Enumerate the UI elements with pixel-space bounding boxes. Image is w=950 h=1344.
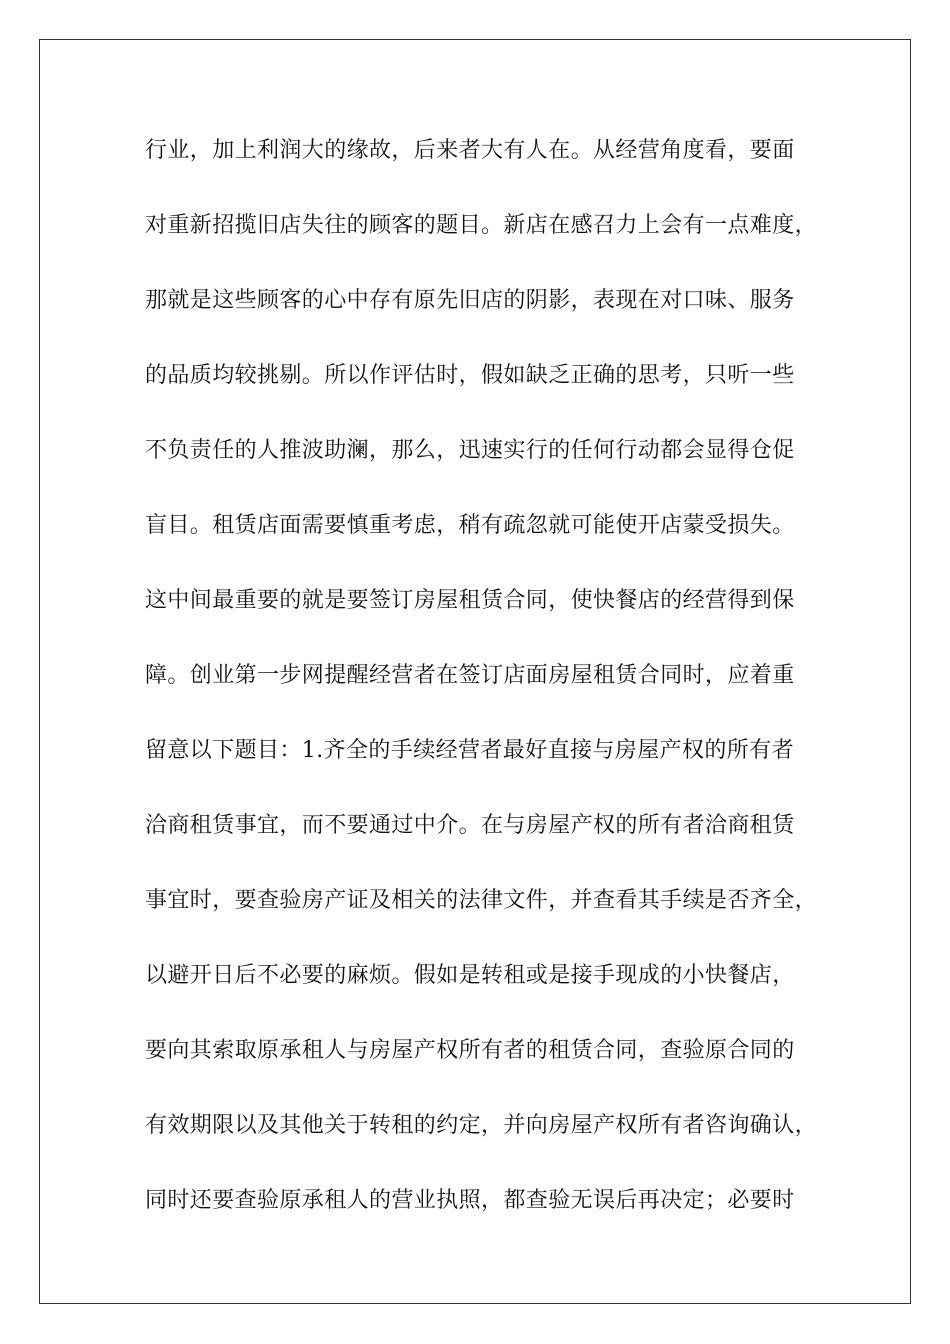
paragraph-line-8: 障。创业第一步网提醒经营者在签订店面房屋租赁合同时，应着重 <box>145 663 795 688</box>
paragraph-line-9: 留意以下题目：1.齐全的手续经营者最好直接与房屋产权的所有者 <box>145 738 794 763</box>
paragraph-line-3: 那就是这些顾客的心中存有原先旧店的阴影，表现在对口味、服务 <box>145 288 795 313</box>
paragraph-line-7: 这中间最重要的就是要签订房屋租赁合同，使快餐店的经营得到保 <box>145 588 795 613</box>
paragraph-line-13: 要向其索取原承租人与房屋产权所有者的租赁合同，查验原合同的 <box>145 1038 795 1063</box>
paragraph-line-11: 事宜时，要查验房产证及相关的法律文件，并查看其手续是否齐全， <box>145 888 818 913</box>
paragraph-line-5: 不负责任的人推波助澜，那么，迅速实行的任何行动都会显得仓促 <box>145 438 795 463</box>
paragraph-line-4: 的品质均较挑剔。所以作评估时，假如缺乏正确的思考，只听一些 <box>145 363 795 388</box>
paragraph-line-2: 对重新招揽旧店失往的顾客的题目。新店在感召力上会有一点难度， <box>145 213 818 238</box>
paragraph-line-15: 同时还要查验原承租人的营业执照，都查验无误后再决定；必要时 <box>145 1188 795 1213</box>
paragraph-line-1: 行业，加上利润大的缘故，后来者大有人在。从经营角度看，要面 <box>145 138 795 163</box>
paragraph-line-10: 洽商租赁事宜，而不要通过中介。在与房屋产权的所有者洽商租赁 <box>145 813 795 838</box>
paragraph-line-6: 盲目。租赁店面需要慎重考虑，稍有疏忽就可能使开店蒙受损失。 <box>145 513 795 538</box>
paragraph-line-14: 有效期限以及其他关于转租的约定，并向房屋产权所有者咨询确认， <box>145 1113 818 1138</box>
paragraph-line-12: 以避开日后不必要的麻烦。假如是转租或是接手现成的小快餐店， <box>145 963 795 988</box>
document-body <box>145 131 818 1256</box>
